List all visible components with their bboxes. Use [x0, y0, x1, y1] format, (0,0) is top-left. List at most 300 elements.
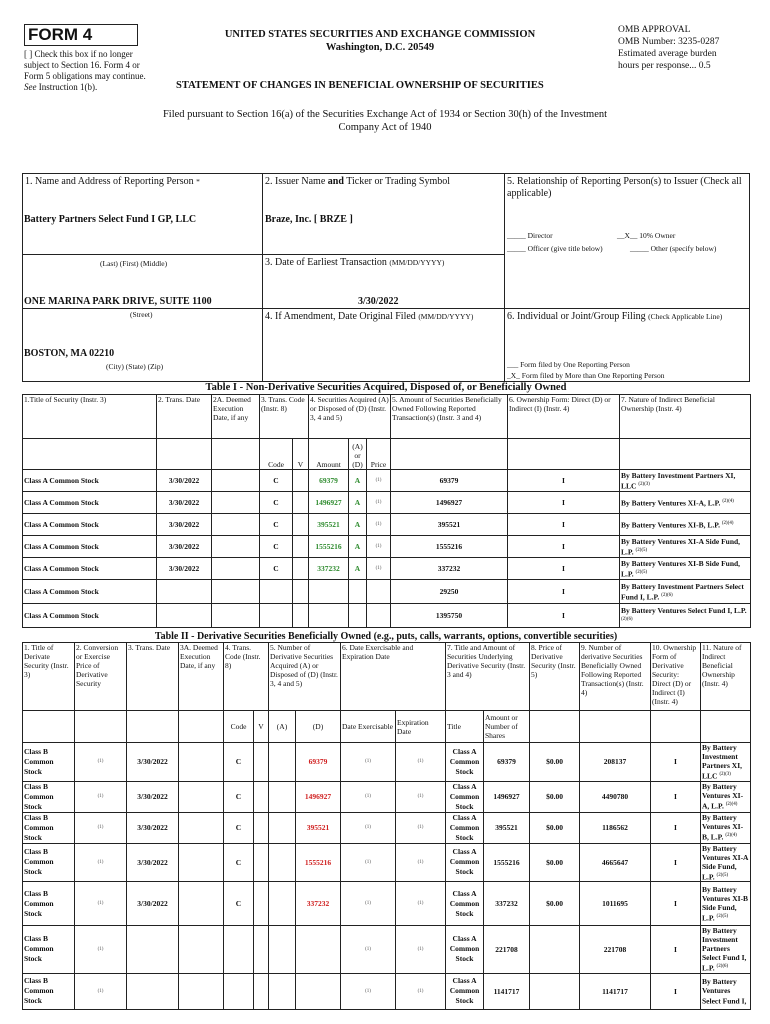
derivative-price: $0.00	[530, 812, 580, 843]
deemed-date	[179, 926, 224, 974]
box6-label: 6. Individual or Joint/Group Filing (Check Applicable Line)	[507, 311, 723, 322]
date-exercisable: (1)	[341, 882, 396, 926]
ownership-form: I	[651, 926, 701, 974]
deemed-date	[179, 781, 224, 812]
derivative-title: Class B Common Stock	[23, 743, 75, 782]
amount-owned: 69379	[391, 470, 508, 492]
transaction-code	[260, 604, 293, 628]
footnote-ref[interactable]: (2)(5)	[716, 872, 729, 878]
t2-sub-date-ex: Date Exercisable	[341, 711, 396, 743]
derivative-title: Class B Common Stock	[23, 926, 75, 974]
security-title: Class A Common Stock	[23, 580, 157, 604]
amount-owned: 1395750	[391, 604, 508, 628]
city-hint: (City) (State) (Zip)	[106, 362, 164, 371]
disposed: 1496927	[296, 781, 341, 812]
street-hint: (Street)	[130, 310, 153, 319]
price	[367, 580, 391, 604]
derivative-owned: 1141717	[580, 973, 651, 1009]
price: (1)	[367, 558, 391, 580]
table1-row	[23, 470, 751, 492]
divider	[504, 173, 505, 382]
t2-head-exercisable: 6. Date Exercisable and Expiration Date	[341, 643, 446, 711]
acquired-disposed: A	[349, 514, 367, 536]
disposed	[296, 973, 341, 1009]
reporting-city: BOSTON, MA 02210	[24, 348, 115, 359]
ownership-form: I	[508, 558, 620, 580]
nature-text: By Battery Ventures XI-A Side Fund, L.P.	[702, 843, 749, 881]
t1-head-deemed: 2A. Deemed Execution Date, if any	[212, 395, 260, 439]
nature-of-ownership	[620, 470, 751, 492]
date-exercisable: (1)	[341, 926, 396, 974]
underlying-shares: 1141717	[484, 973, 530, 1009]
deemed-date	[179, 812, 224, 843]
t2-head-owned: 9. Number of derivative Securities Beneficially Owned Following Reported Transaction(s) (Instr. 4)	[580, 643, 651, 711]
nature-text: By Battery Ventures XI-B, L.P.	[702, 813, 744, 842]
deemed-date	[212, 514, 260, 536]
underlying-shares: 1496927	[484, 781, 530, 812]
t1-head-code: 3. Trans. Code (Instr. 8)	[260, 395, 309, 439]
acquired-disposed	[349, 580, 367, 604]
amount: 1496927	[309, 492, 349, 514]
nature-of-ownership	[620, 604, 751, 628]
v-flag	[293, 558, 309, 580]
relationship-officer[interactable]: _____ Officer (give title below)	[507, 244, 603, 253]
table1-title: Table I - Non-Derivative Securities Acquired, Disposed of, or Beneficially Owned	[205, 382, 567, 393]
expiration-date: (1)	[396, 743, 446, 782]
transaction-date	[157, 580, 212, 604]
nature-of-ownership	[620, 558, 751, 580]
divider	[22, 308, 263, 309]
t2-sub-code: Code	[224, 711, 254, 743]
box4-label: 4. If Amendment, Date Original Filed (MM/DD/YYYY)	[265, 311, 474, 322]
nature-of-ownership	[701, 812, 751, 843]
ownership-form: I	[651, 781, 701, 812]
derivative-price: $0.00	[530, 781, 580, 812]
table1-row	[23, 580, 751, 604]
t2-head-number: 5. Number of Derivative Securities Acquired (A) or Disposed of (D) (Instr. 3, 4 and 5)	[269, 643, 341, 711]
footnote-ref[interactable]: (2)(3)	[638, 481, 650, 487]
underlying-title: Class A Common Stock	[446, 843, 484, 882]
table2	[22, 642, 751, 1010]
t2-sub-title: Title	[446, 711, 484, 743]
v-flag	[254, 743, 269, 782]
omb-approval: OMB APPROVAL OMB Number: 3235-0287 Estimated average burden hours per response... 0.5	[618, 25, 720, 71]
amount-owned: 1555216	[391, 536, 508, 558]
underlying-shares: 1555216	[484, 843, 530, 882]
nature-text: By Battery Ventures XI-B Side Fund, L.P.	[621, 558, 741, 579]
underlying-title: Class A Common Stock	[446, 926, 484, 974]
v-flag	[293, 580, 309, 604]
date-exercisable: (1)	[341, 973, 396, 1009]
footnote-ref[interactable]: (2)(6)	[661, 592, 673, 598]
table2-row	[23, 781, 751, 812]
transaction-code: C	[224, 812, 254, 843]
t2-head-date: 3. Trans. Date	[127, 643, 179, 711]
t1-head-owned: 5. Amount of Securities Beneficially Owned Following Reported Transaction(s) (Instr. 3 and 4)	[391, 395, 508, 439]
acquired	[269, 843, 296, 882]
table2-row	[23, 973, 751, 1009]
ownership-form: I	[651, 843, 701, 882]
table2-row	[23, 743, 751, 782]
security-title: Class A Common Stock	[23, 536, 157, 558]
filed-pursuant: Filed pursuant to Section 16(a) of the Securities Exchange Act of 1934 or Section 30(h) of the Investment Company Act of 1940	[162, 109, 608, 133]
t1-sub-v: V	[293, 439, 309, 470]
v-flag	[254, 926, 269, 974]
conversion-price: (1)	[75, 812, 127, 843]
date-exercisable: (1)	[341, 743, 396, 782]
nature-text: By Battery Investment Partners Select Fund I, L.P.	[702, 926, 747, 973]
footnote-ref[interactable]: (2)(4)	[721, 521, 734, 527]
price: (1)	[367, 536, 391, 558]
footnote-ref[interactable]: (2)(4)	[722, 499, 734, 505]
transaction-date	[157, 604, 212, 628]
derivative-price	[530, 926, 580, 974]
derivative-owned: 208137	[580, 743, 651, 782]
derivative-price: $0.00	[530, 843, 580, 882]
ownership-form: I	[508, 492, 620, 514]
expiration-date: (1)	[396, 882, 446, 926]
amount	[309, 580, 349, 604]
filing-one-person[interactable]: ___ Form filed by One Reporting Person	[507, 360, 630, 369]
transaction-code: C	[260, 514, 293, 536]
t2-head-title: 1. Title of Derivate Security (Instr. 3)	[23, 643, 75, 711]
nature-text: By Battery Ventures XI-B Side Fund, L.P.	[702, 884, 749, 923]
t1-head-date: 2. Trans. Date	[157, 395, 212, 439]
nature-text: By Battery Investment Partners Select Fund I, L.P.	[621, 581, 744, 602]
nature-text: By Battery Ventures XI-A Side Fund, L.P.	[621, 536, 741, 557]
transaction-code: C	[260, 536, 293, 558]
disposed: 337232	[296, 882, 341, 926]
acquired	[269, 743, 296, 782]
no-longer-subject-checkbox-text[interactable]: [ ] Check this box if no longer subject to Section 16. Form 4 or Form 5 obligations may continue. See Instruction 1(b).	[24, 49, 146, 92]
transaction-code: C	[224, 743, 254, 782]
transaction-date	[127, 973, 179, 1009]
price: (1)	[367, 514, 391, 536]
nature-text: By Battery Ventures XI-B, L.P.	[621, 520, 720, 530]
derivative-price: $0.00	[530, 882, 580, 926]
transaction-code: C	[260, 492, 293, 514]
filing-more-persons[interactable]: _X_ Form filed by More than One Reporting Person	[507, 371, 665, 380]
amount: 1555216	[309, 536, 349, 558]
conversion-price: (1)	[75, 781, 127, 812]
conversion-price: (1)	[75, 973, 127, 1009]
nature-text: By Battery Ventures Select Fund I,	[702, 976, 747, 1006]
transaction-code: C	[224, 781, 254, 812]
expiration-date: (1)	[396, 843, 446, 882]
disposed: 69379	[296, 743, 341, 782]
security-title: Class A Common Stock	[23, 514, 157, 536]
price: (1)	[367, 492, 391, 514]
conversion-price: (1)	[75, 882, 127, 926]
footnote-ref[interactable]: (2)(4)	[725, 802, 738, 808]
relationship-other[interactable]: _____ Other (specify below)	[630, 244, 717, 253]
acquired	[269, 781, 296, 812]
amount-owned: 29250	[391, 580, 508, 604]
derivative-price: $0.00	[530, 743, 580, 782]
t1-head-nature: 7. Nature of Indirect Beneficial Ownership (Instr. 4)	[620, 395, 751, 439]
underlying-title: Class A Common Stock	[446, 743, 484, 782]
t2-sub-v: V	[254, 711, 269, 743]
derivative-title: Class B Common Stock	[23, 781, 75, 812]
footnote-ref[interactable]: (2)(3)	[719, 772, 731, 777]
footnote-ref[interactable]: (2)(5)	[635, 569, 648, 575]
nature-text: By Battery Ventures Select Fund I, L.P.	[621, 605, 747, 615]
transaction-date: 3/30/2022	[127, 781, 179, 812]
acquired	[269, 926, 296, 974]
underlying-shares: 395521	[484, 812, 530, 843]
t2-sub-d: (D)	[296, 711, 341, 743]
table2-row	[23, 882, 751, 926]
deemed-date	[212, 558, 260, 580]
divider	[262, 308, 750, 309]
acquired	[269, 882, 296, 926]
transaction-code: C	[260, 558, 293, 580]
underlying-title: Class A Common Stock	[446, 812, 484, 843]
v-flag	[293, 514, 309, 536]
nature-of-ownership	[701, 781, 751, 812]
transaction-date: 3/30/2022	[157, 558, 212, 580]
table1-row	[23, 558, 751, 580]
date-exercisable: (1)	[341, 812, 396, 843]
transaction-code	[260, 580, 293, 604]
t2-sub-a: (A)	[269, 711, 296, 743]
derivative-price	[530, 973, 580, 1009]
transaction-code	[224, 973, 254, 1009]
v-flag	[254, 781, 269, 812]
nature-text: By Battery Investment Partners XI, LLC	[621, 470, 736, 491]
underlying-shares: 69379	[484, 743, 530, 782]
transaction-date: 3/30/2022	[127, 812, 179, 843]
box3-label: 3. Date of Earliest Transaction (MM/DD/YYYY)	[265, 257, 445, 268]
v-flag	[254, 843, 269, 882]
derivative-title: Class B Common Stock	[23, 882, 75, 926]
nature-text: By Battery Investment Partners XI, LLC	[702, 743, 743, 781]
underlying-title: Class A Common Stock	[446, 973, 484, 1009]
disposed: 1555216	[296, 843, 341, 882]
acquired-disposed: A	[349, 558, 367, 580]
t1-sub-aord: (A) or (D)	[349, 439, 367, 470]
nature-of-ownership	[701, 882, 751, 926]
nature-of-ownership	[701, 973, 751, 1009]
table1-row	[23, 514, 751, 536]
reporting-info-frame	[22, 173, 750, 382]
relationship-director[interactable]: _____ Director	[507, 231, 553, 240]
transaction-date: 3/30/2022	[157, 536, 212, 558]
t1-head-title: 1.Title of Security (Instr. 3)	[23, 395, 157, 439]
deemed-date	[212, 580, 260, 604]
footnote-ref[interactable]: (2)(5)	[716, 913, 729, 919]
deemed-date	[179, 843, 224, 882]
acquired-disposed	[349, 604, 367, 628]
box2-label: 2. Issuer Name and Ticker or Trading Symbol	[265, 176, 451, 187]
t1-sub-amount: Amount	[309, 439, 349, 470]
v-flag	[293, 492, 309, 514]
t2-head-code: 4. Trans. Code (Instr. 8)	[224, 643, 269, 711]
conversion-price: (1)	[75, 743, 127, 782]
amount: 69379	[309, 470, 349, 492]
underlying-title: Class A Common Stock	[446, 781, 484, 812]
deemed-date	[212, 470, 260, 492]
divider	[262, 254, 505, 255]
ownership-form: I	[508, 514, 620, 536]
date-exercisable: (1)	[341, 781, 396, 812]
footnote-ref[interactable]: (2)(6)	[621, 616, 633, 622]
ownership-form: I	[651, 812, 701, 843]
price	[367, 604, 391, 628]
ownership-form: I	[508, 536, 620, 558]
derivative-owned: 4490780	[580, 781, 651, 812]
issuer-name: Braze, Inc. [ BRZE ]	[265, 214, 353, 225]
security-title: Class A Common Stock	[23, 470, 157, 492]
underlying-shares: 221708	[484, 926, 530, 974]
table1-row	[23, 604, 751, 628]
nature-of-ownership	[701, 843, 751, 882]
conversion-price: (1)	[75, 926, 127, 974]
v-flag	[293, 536, 309, 558]
ownership-form: I	[651, 882, 701, 926]
amount: 337232	[309, 558, 349, 580]
ownership-form: I	[651, 743, 701, 782]
deemed-date	[179, 743, 224, 782]
derivative-owned: 4665647	[580, 843, 651, 882]
acquired-disposed: A	[349, 536, 367, 558]
t1-head-form: 6. Ownership Form: Direct (D) or Indirect (I) (Instr. 4)	[508, 395, 620, 439]
derivative-owned: 1011695	[580, 882, 651, 926]
t2-head-conv: 2. Conversion or Exercise Price of Derivative Security	[75, 643, 127, 711]
t2-head-underlying: 7. Title and Amount of Securities Underlying Derivative Security (Instr. 3 and 4)	[446, 643, 530, 711]
v-flag	[254, 973, 269, 1009]
deemed-date	[212, 492, 260, 514]
nature-of-ownership	[620, 492, 751, 514]
transaction-date: 3/30/2022	[127, 882, 179, 926]
form-title-box	[24, 24, 138, 46]
statement-title: STATEMENT OF CHANGES IN BENEFICIAL OWNERSHIP OF SECURITIES	[176, 80, 544, 91]
amount-owned: 1496927	[391, 492, 508, 514]
derivative-owned: 221708	[580, 926, 651, 974]
derivative-title: Class B Common Stock	[23, 812, 75, 843]
table2-row	[23, 843, 751, 882]
t2-head-nature: 11. Nature of Indirect Beneficial Ownership (Instr. 4)	[701, 643, 751, 711]
transaction-code: C	[224, 882, 254, 926]
ownership-form: I	[651, 973, 701, 1009]
footnote-ref[interactable]: (2)(4)	[725, 833, 737, 839]
deemed-date	[212, 536, 260, 558]
amount: 395521	[309, 514, 349, 536]
nature-of-ownership	[701, 743, 751, 782]
expiration-date: (1)	[396, 973, 446, 1009]
nature-of-ownership	[701, 926, 751, 974]
v-flag	[293, 470, 309, 492]
underlying-title: Class A Common Stock	[446, 882, 484, 926]
box1-label: 1. Name and Address of Reporting Person *	[25, 176, 200, 187]
table1-row	[23, 536, 751, 558]
box5-label: 5. Relationship of Reporting Person(s) to Issuer (Check all applicable)	[507, 176, 742, 199]
ownership-form: I	[508, 580, 620, 604]
footnote-ref[interactable]: (2)(5)	[635, 547, 648, 553]
v-flag	[254, 812, 269, 843]
table1	[22, 394, 751, 628]
nature-text: By Battery Ventures XI-A, L.P.	[621, 498, 721, 508]
amount	[309, 604, 349, 628]
disposed: 395521	[296, 812, 341, 843]
reporting-street: ONE MARINA PARK DRIVE, SUITE 1100	[24, 296, 212, 307]
v-flag	[254, 882, 269, 926]
derivative-owned: 1186562	[580, 812, 651, 843]
v-flag	[293, 604, 309, 628]
conversion-price: (1)	[75, 843, 127, 882]
deemed-date	[212, 604, 260, 628]
expiration-date: (1)	[396, 781, 446, 812]
ownership-form: I	[508, 470, 620, 492]
nature-text: By Battery Ventures XI-A, L.P.	[702, 782, 744, 811]
divider	[262, 173, 263, 382]
table2-title: Table II - Derivative Securities Beneficially Owned (e.g., puts, calls, warrants, options, convertible securities)	[154, 631, 618, 642]
deemed-date	[179, 973, 224, 1009]
table1-row	[23, 492, 751, 514]
transaction-date: 3/30/2022	[157, 470, 212, 492]
transaction-date	[127, 926, 179, 974]
t1-sub-code: Code	[260, 439, 293, 470]
expiration-date: (1)	[396, 812, 446, 843]
amount-owned: 337232	[391, 558, 508, 580]
disposed	[296, 926, 341, 974]
security-title: Class A Common Stock	[23, 604, 157, 628]
date-exercisable: (1)	[341, 843, 396, 882]
nature-of-ownership	[620, 536, 751, 558]
transaction-date: 3/30/2022	[157, 492, 212, 514]
transaction-code	[224, 926, 254, 974]
transaction-code: C	[260, 470, 293, 492]
acquired-disposed: A	[349, 492, 367, 514]
acquired	[269, 973, 296, 1009]
t2-head-deemed: 3A. Deemed Execution Date, if any	[179, 643, 224, 711]
t2-head-price: 8. Price of Derivative Security (Instr. 5)	[530, 643, 580, 711]
form-title: FORM 4	[28, 25, 93, 44]
table2-row	[23, 926, 751, 974]
table2-row	[23, 812, 751, 843]
relationship-10pct-owner[interactable]: __X__ 10% Owner	[617, 231, 676, 240]
transaction-date: 3/30/2022	[127, 843, 179, 882]
t2-sub-exp: Expiration Date	[396, 711, 446, 743]
name-hint: (Last) (First) (Middle)	[100, 259, 168, 268]
t1-head-acquired: 4. Securities Acquired (A) or Disposed of (D) (Instr. 3, 4 and 5)	[309, 395, 391, 439]
deemed-date	[179, 882, 224, 926]
reporting-person-name: Battery Partners Select Fund I GP, LLC	[24, 214, 197, 225]
ownership-form: I	[508, 604, 620, 628]
acquired	[269, 812, 296, 843]
derivative-title: Class B Common Stock	[23, 843, 75, 882]
t2-head-form: 10. Ownership Form of Derivative Security: Direct (D) or Indirect (I) (Instr. 4)	[651, 643, 701, 711]
price: (1)	[367, 470, 391, 492]
nature-of-ownership	[620, 514, 751, 536]
expiration-date: (1)	[396, 926, 446, 974]
earliest-transaction-date: 3/30/2022	[358, 296, 399, 307]
t1-sub-price: Price	[367, 439, 391, 470]
amount-owned: 395521	[391, 514, 508, 536]
security-title: Class A Common Stock	[23, 492, 157, 514]
derivative-title: Class B Common Stock	[23, 973, 75, 1009]
divider	[22, 254, 263, 255]
transaction-code: C	[224, 843, 254, 882]
nature-of-ownership	[620, 580, 751, 604]
security-title: Class A Common Stock	[23, 558, 157, 580]
footnote-ref[interactable]: (2)(6)	[716, 964, 729, 969]
transaction-date: 3/30/2022	[127, 743, 179, 782]
acquired-disposed: A	[349, 470, 367, 492]
underlying-shares: 337232	[484, 882, 530, 926]
transaction-date: 3/30/2022	[157, 514, 212, 536]
t2-sub-shares: Amount or Number of Shares	[484, 711, 530, 743]
